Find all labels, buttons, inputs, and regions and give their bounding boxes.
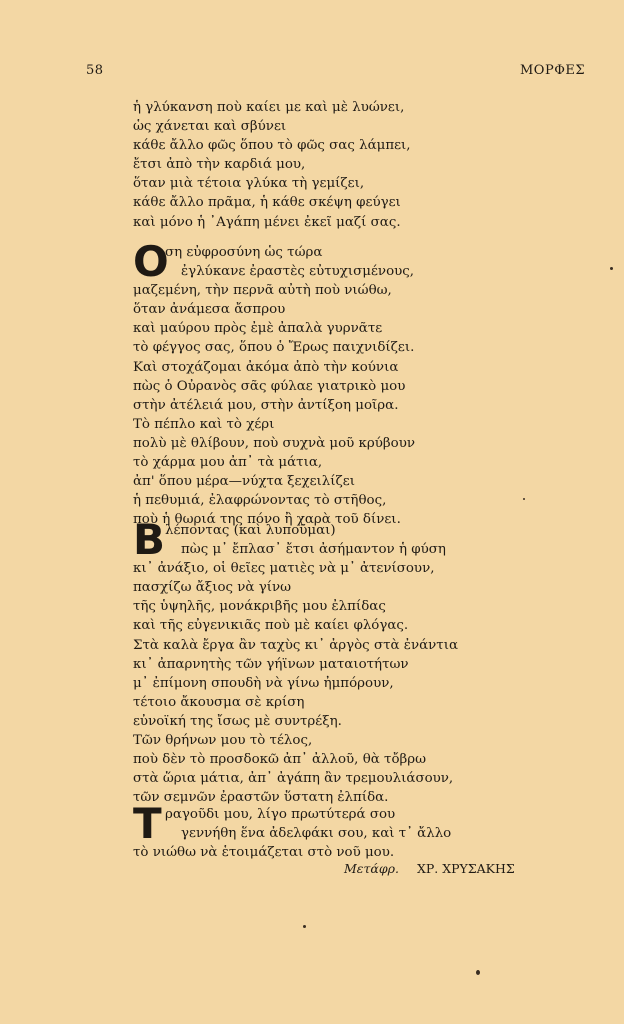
poem-line: πὼς ὁ Οὐρανὸς σᾶς φύλαε γιατρικὸ μου: [133, 378, 406, 394]
poem-line: στὴν ἀτέλειά μου, στὴν ἀντίξοη μοῖρα.: [133, 397, 399, 413]
poem-line: πὼς μ᾿ ἔπλασ᾿ ἔτσι ἀσήμαντον ἡ φύση: [181, 542, 446, 558]
poem-line: τὸ χάρμα μου ἀπ᾿ τὰ μάτια,: [133, 455, 323, 471]
paper-speck: [610, 267, 613, 270]
poem-line: Καὶ στοχάζομαι ἀκόμα ἀπὸ τὴν κούνια: [133, 359, 399, 375]
poem-line: μαζεμένη, τὴν περνᾶ αὐτὴ ποὺ νιώθω,: [133, 283, 392, 299]
poem-line: στὰ ὥρια μάτια, ἀπ᾿ ἀγάπη ἂν τρεμουλιάσουν,: [133, 771, 454, 787]
poem-line: ὅταν μιὰ τέτοια γλύκα τὴ γεμίζει,: [133, 176, 365, 192]
translator-role: Μετάφρ.: [344, 861, 399, 876]
poem-line: ἔτσι ἀπὸ τὴν καρδιά μου,: [133, 157, 306, 173]
poem-line: ραγοῦδι μου, λίγο πρωτύτερά σου: [165, 807, 396, 822]
drop-cap: Ο: [133, 237, 169, 286]
poem-line: ὡς χάνεται καὶ σβύνει: [133, 119, 287, 135]
running-head-title: ΜΟΡΦΕΣ: [520, 63, 586, 78]
poem-line: καὶ τῆς εὐγενικιᾶς ποὺ μὲ καίει φλόγας.: [133, 618, 409, 634]
poem-line: καὶ μαύρου πρὸς ἐμὲ ἀπαλὰ γυρνᾶτε: [133, 321, 383, 337]
poem-line: κάθε ἄλλο φῶς ὅπου τὸ φῶς σας λάμπει,: [133, 138, 411, 154]
poem-line: ἀπ' ὅπου μέρα—νύχτα ξεχειλίζει: [133, 474, 355, 490]
poem-line: καὶ μόνο ἡ ᾿Αγάπη μένει ἐκεῖ μαζί σας.: [133, 214, 401, 230]
poem-line: τὸ φέγγος σας, ὅπου ὁ Ἔρως παιχνιδίζει.: [133, 340, 415, 356]
poem-line: τὸ νιώθω νὰ ἑτοιμάζεται στὸ νοῦ μου.: [133, 845, 395, 861]
poem-line: λέποντας (καὶ λυποῦμαι): [165, 523, 336, 538]
poem-line: τῶν σεμνῶν ἐραστῶν ὕστατη ἐλπίδα.: [133, 790, 389, 806]
poem-line: Στὰ καλὰ ἔργα ἂν ταχὺς κι᾿ ἀργὸς στὰ ἐνάντια: [133, 637, 458, 653]
poem-line: ἐγλύκανε ἐραστὲς εὐτυχισμένους,: [181, 264, 415, 280]
poem-line: Τὸ πέπλο καὶ τὸ χέρι: [133, 416, 275, 432]
paper-speck: [303, 925, 306, 928]
paper-speck: [476, 970, 480, 975]
poem-line: κι᾿ ἀνάξιο, οἱ θεῖες ματιὲς νὰ μ᾿ ἀτενίσουν,: [133, 561, 435, 577]
poem-line: κι᾿ ἀπαρνητὴς τῶν γήϊνων ματαιοτήτων: [133, 656, 409, 672]
poem-line: ὅταν ἀνάμεσα ἄσπρου: [133, 302, 286, 318]
poem-line: πολὺ μὲ θλίβουν, ποὺ συχνὰ μοῦ κρύβουν: [133, 435, 416, 451]
poem-line: μ᾿ ἐπίμονη σπουδὴ νὰ γίνω ἠμπόρουν,: [133, 675, 394, 691]
poem-line: ἡ γλύκανση ποὺ καίει με καὶ μὲ λυώνει,: [133, 100, 405, 115]
translator-name: ΧΡ. ΧΡΥΣΑΚΗΣ: [416, 861, 515, 876]
poem-line: τῆς ὑψηλῆς, μονάκριβῆς μου ἐλπίδας: [133, 599, 386, 615]
drop-cap: Β: [133, 515, 166, 564]
poem-line: ποὺ δὲν τὸ προσδοκῶ ἀπ᾿ ἀλλοῦ, θὰ τὄβρω: [133, 752, 427, 768]
paper-speck: [523, 498, 525, 500]
stanza-1: [133, 98, 513, 232]
poem-line: ση εὐφροσύνη ὡς τώρα: [165, 245, 323, 260]
page-number: 58: [86, 63, 104, 78]
stanza-2: [133, 237, 513, 529]
translator-signature: [344, 861, 515, 876]
poem-line: κάθε ἄλλο πρᾶμα, ἡ κάθε σκέψη φεύγει: [133, 195, 401, 211]
poem-line: τέτοιο ἄκουσμα σὲ κρίση: [133, 694, 305, 710]
poem-line: γεννήθη ἕνα ἀδελφάκι σου, καὶ τ᾿ ἄλλο: [181, 826, 452, 842]
poem-line: πασχίζω ἄξιος νὰ γίνω: [133, 580, 292, 596]
poem-line: εὐνοϊκή της ἴσως μὲ συντρέξη.: [133, 713, 342, 729]
stanza-4: [133, 799, 513, 862]
poem-line: ποὺ ἡ θωριά της πόνο ἢ χαρὰ τοῦ δίνει.: [133, 512, 401, 528]
drop-cap: Τ: [133, 799, 162, 848]
poem-line: Τῶν θρήνων μου τὸ τέλος,: [133, 733, 313, 749]
poem-line: ἡ πεθυμιά, ἐλαφρώνοντας τὸ στῆθος,: [133, 493, 387, 509]
